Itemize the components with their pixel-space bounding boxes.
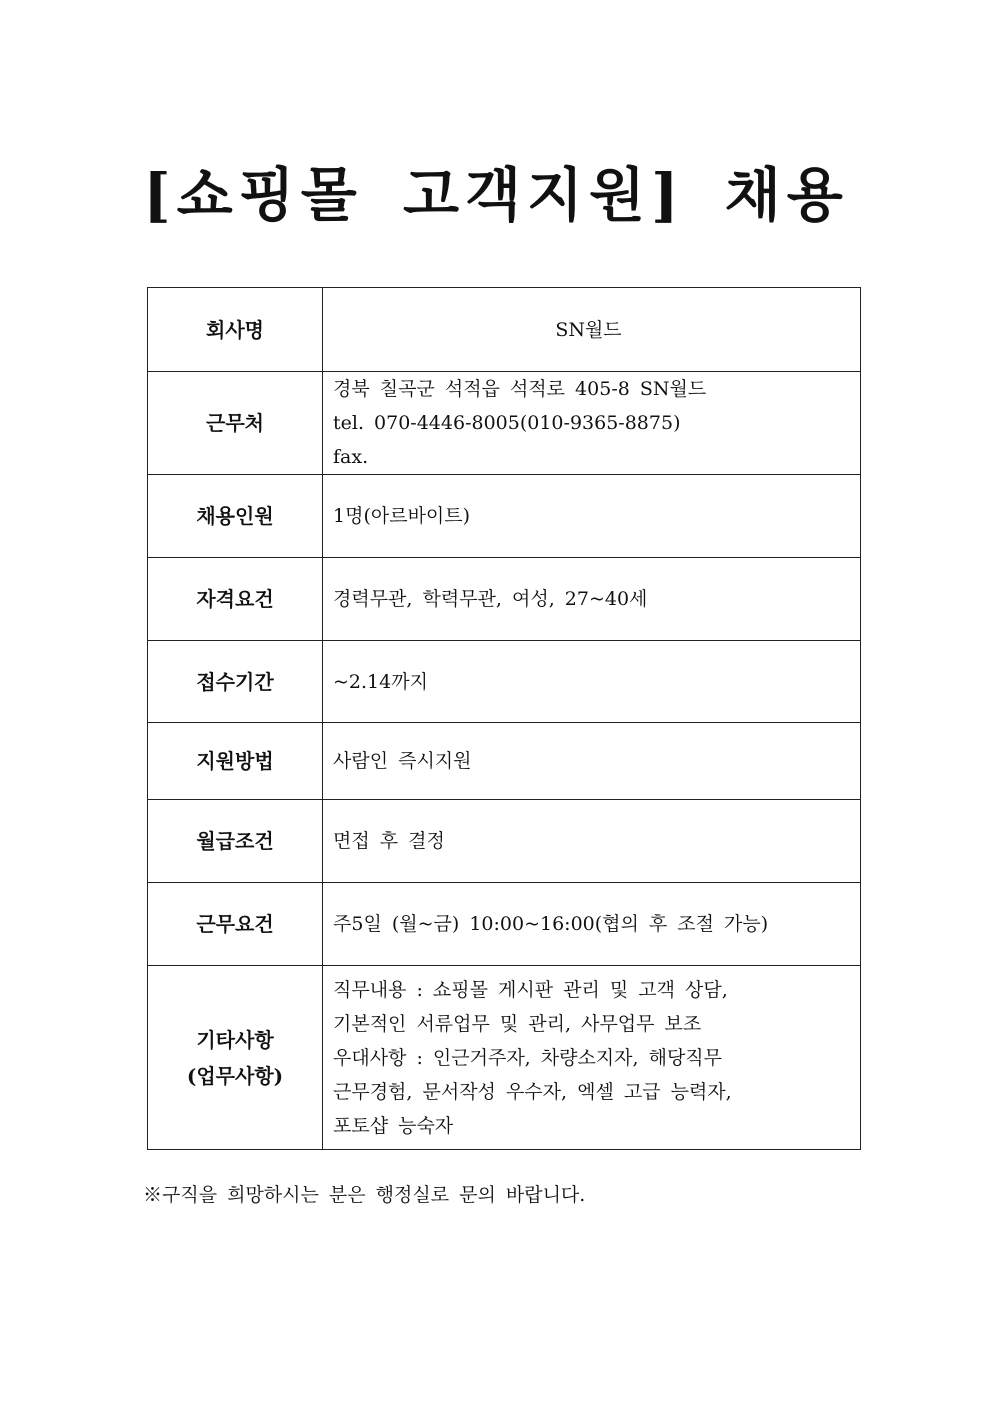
table-row	[148, 288, 861, 372]
row-value-how-to-apply	[323, 723, 861, 800]
row-label-other	[148, 966, 323, 1150]
value-line: 사람인 즉시지원	[333, 750, 472, 772]
table-row	[148, 723, 861, 800]
page-title: [쇼핑몰 고객지원] 채용	[143, 161, 849, 229]
row-label-workplace: 근무처	[148, 372, 323, 475]
table-row	[148, 475, 861, 558]
row-value-qualification	[323, 558, 861, 641]
row-value-application-period	[323, 641, 861, 723]
row-label-company: 회사명	[148, 288, 323, 372]
row-value-company	[323, 288, 861, 372]
table-row	[148, 641, 861, 723]
row-label-how-to-apply: 지원방법	[148, 723, 323, 800]
row-label-application-period: 접수기간	[148, 641, 323, 723]
value-line: 경북 칠곡군 석적읍 석적로 405-8 SN월드	[333, 378, 707, 400]
row-label-headcount: 채용인원	[148, 475, 323, 558]
value-line: 우대사항 : 인근거주자, 차량소지자, 해당직무	[333, 1046, 723, 1069]
job-info-table	[147, 287, 861, 1150]
footer-note: ※구직을 희망하시는 분은 행정실로 문의 바랍니다.	[143, 1184, 586, 1206]
table-row	[148, 800, 861, 883]
row-value-headcount	[323, 475, 861, 558]
row-value-other	[323, 966, 861, 1150]
value-line: 직무내용 : 쇼핑몰 게시판 관리 및 고객 상담,	[333, 978, 728, 1001]
label-line: (업무사항)	[186, 1063, 284, 1088]
table-row	[148, 966, 861, 1150]
value-line: ~2.14까지	[333, 670, 428, 693]
value-line: 면접 후 결정	[333, 830, 445, 852]
row-value-workplace	[323, 372, 861, 475]
value-line: 1명(아르바이트)	[333, 505, 471, 527]
row-label-qualification: 자격요건	[148, 558, 323, 641]
value-line: 근무경험, 문서작성 우수자, 엑셀 고급 능력자,	[333, 1080, 732, 1103]
table-row	[148, 883, 861, 966]
value-line: 포토샵 능숙자	[333, 1114, 454, 1137]
label-line: 기타사항	[196, 1027, 274, 1052]
row-value-salary	[323, 800, 861, 883]
row-label-salary: 월급조건	[148, 800, 323, 883]
row-label-working-conditions: 근무요건	[148, 883, 323, 966]
row-value-working-conditions	[323, 883, 861, 966]
value-line: 기본적인 서류업무 및 관리, 사무업무 보조	[333, 1012, 702, 1035]
value-line: fax.	[333, 446, 369, 468]
value-line: SN월드	[555, 318, 622, 341]
value-line: 경력무관, 학력무관, 여성, 27~40세	[333, 588, 648, 610]
value-line: 주5일 (월~금) 10:00~16:00(협의 후 조절 가능)	[333, 913, 769, 935]
table-row	[148, 372, 861, 475]
value-line: tel. 070-4446-8005(010-9365-8875)	[333, 412, 681, 434]
table-row	[148, 558, 861, 641]
